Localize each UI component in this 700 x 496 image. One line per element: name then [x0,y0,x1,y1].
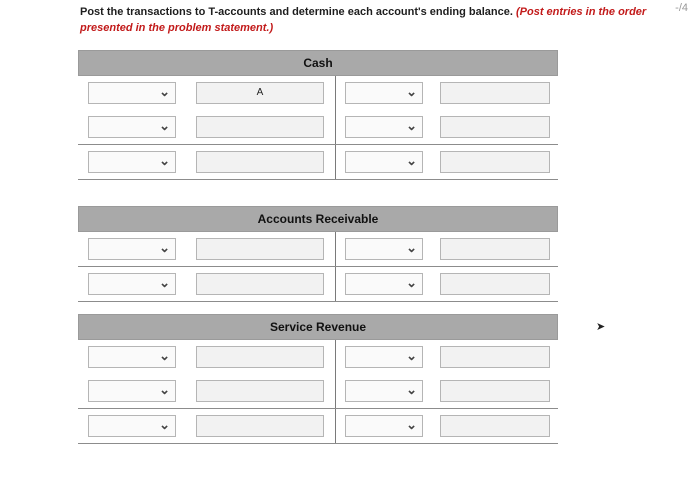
t-account-balance-row [78,409,558,443]
debit-amount-input[interactable] [196,116,324,138]
credit-account-select[interactable] [345,346,423,368]
t-account-balance-row [78,145,558,179]
chevron-down-icon: ⌄ [159,275,170,290]
credit-account-select[interactable] [345,82,423,104]
credit-amount-input[interactable] [440,346,550,368]
t-account-title: Accounts Receivable [78,206,558,232]
transaction-tag: A [256,87,264,98]
balance-select[interactable] [345,415,423,437]
chevron-down-icon: ⌄ [406,84,417,99]
t-account-balance-row [78,267,558,301]
balance-select[interactable] [88,415,176,437]
debit-account-select[interactable] [88,116,176,138]
balance-select[interactable] [88,151,176,173]
t-account-title: Cash [78,50,558,76]
credit-account-select[interactable] [345,238,423,260]
t-account-body [78,76,558,180]
balance-amount-input[interactable] [196,415,324,437]
t-account-body [78,340,558,444]
chevron-down-icon: ⌄ [159,348,170,363]
chevron-down-icon: ⌄ [159,240,170,255]
t-account-accounts-receivable [78,206,558,302]
score-indicator: -/4 [675,2,688,14]
debit-amount-input[interactable] [196,380,324,402]
t-account-row [78,76,558,110]
debit-amount-input[interactable] [196,238,324,260]
credit-amount-input[interactable] [440,380,550,402]
debit-amount-input[interactable] [196,82,324,104]
balance-amount-input[interactable] [440,151,550,173]
credit-amount-input[interactable] [440,116,550,138]
t-account-row [78,110,558,145]
t-account-service-revenue [78,314,558,444]
cursor-icon: ➤ [596,321,606,333]
balance-amount-input[interactable] [196,273,324,295]
instruction-main: Post the transactions to T-accounts and determine each account's ending balance. [80,6,513,18]
debit-account-select[interactable] [88,82,176,104]
t-account-row [78,340,558,374]
chevron-down-icon: ⌄ [159,417,170,432]
chevron-down-icon: ⌄ [406,240,417,255]
credit-account-select[interactable] [345,116,423,138]
balance-select[interactable] [345,273,423,295]
credit-amount-input[interactable] [440,238,550,260]
t-account-cash [78,50,558,180]
t-account-row [78,374,558,409]
t-account-body [78,232,558,302]
balance-amount-input[interactable] [440,273,550,295]
instruction-note: (Post entries in the order presented in the problem statement.) [80,6,647,34]
chevron-down-icon: ⌄ [406,382,417,397]
balance-select[interactable] [88,273,176,295]
chevron-down-icon: ⌄ [406,348,417,363]
debit-amount-input[interactable] [196,346,324,368]
chevron-down-icon: ⌄ [406,417,417,432]
chevron-down-icon: ⌄ [406,275,417,290]
debit-account-select[interactable] [88,238,176,260]
chevron-down-icon: ⌄ [159,84,170,99]
chevron-down-icon: ⌄ [406,118,417,133]
debit-account-select[interactable] [88,380,176,402]
credit-account-select[interactable] [345,380,423,402]
balance-amount-input[interactable] [196,151,324,173]
debit-account-select[interactable] [88,346,176,368]
chevron-down-icon: ⌄ [406,153,417,168]
chevron-down-icon: ⌄ [159,153,170,168]
credit-amount-input[interactable] [440,82,550,104]
t-account-title: Service Revenue [78,314,558,340]
t-account-row [78,232,558,267]
balance-select[interactable] [345,151,423,173]
instructions [80,4,690,36]
balance-amount-input[interactable] [440,415,550,437]
chevron-down-icon: ⌄ [159,118,170,133]
chevron-down-icon: ⌄ [159,382,170,397]
